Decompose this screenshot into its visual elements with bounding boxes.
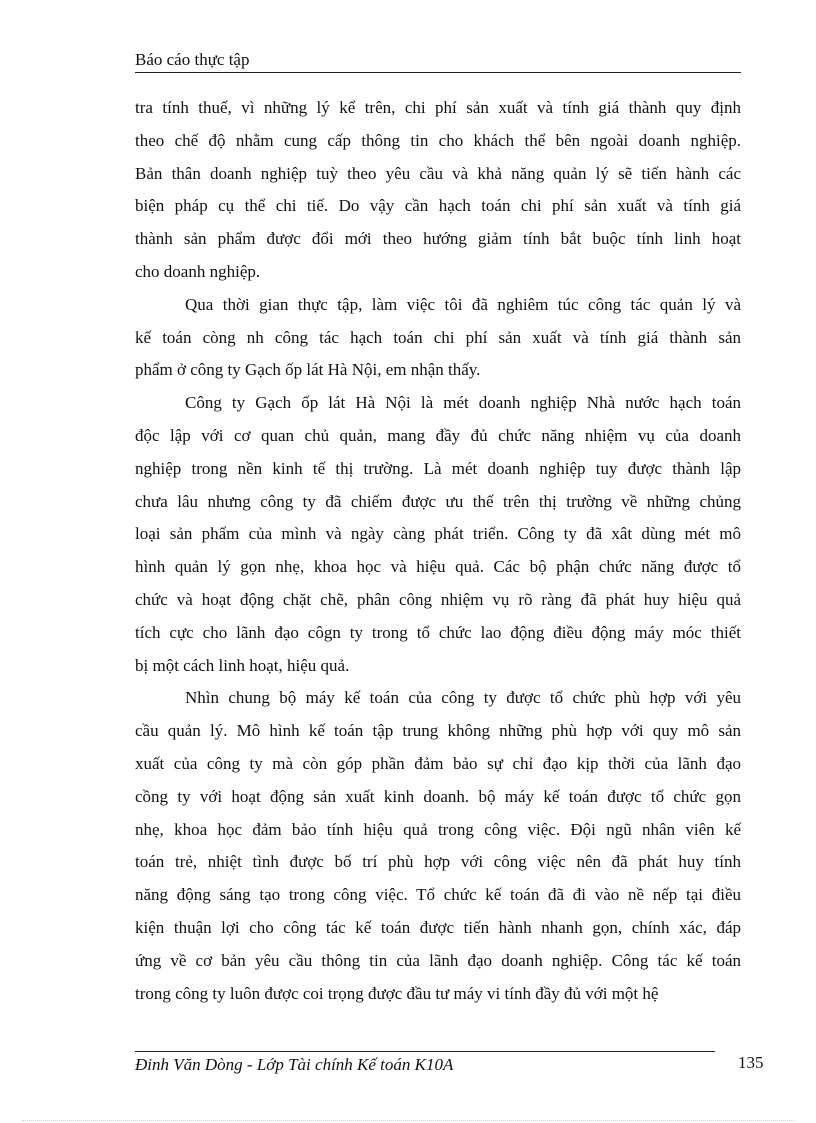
- paragraph-line: Qua thời gian thực tập, làm việc tôi đã nghiêm túc công tác quản lý và: [185, 294, 741, 314]
- paragraph-line: biện pháp cụ thể chi tiế. Do vậy cần hạch toán chi phí sản xuất và tính giá: [135, 196, 741, 216]
- body-text: [135, 92, 741, 1010]
- page-number: 135: [738, 1053, 764, 1072]
- paragraph-line: xuất của công ty mà còn góp phần đảm bảo sự chỉ đạo kịp thời của lãnh đạo: [135, 753, 741, 773]
- paragraph-line: độc lập với cơ quan chủ quản, mang đầy đủ chức năng nhiệm vụ của doanh: [135, 425, 741, 445]
- paragraph: [135, 92, 741, 289]
- paragraph-line: phẩm ở công ty Gạch ốp lát Hà Nội, em nhận thấy.: [135, 360, 481, 380]
- page-header-title: Báo cáo thực tập: [135, 50, 741, 73]
- paragraph-line: chức và hoạt động chặt chẽ, phân công nhiệm vụ rõ ràng đã phát huy hiệu quả: [135, 589, 741, 609]
- paragraph-line: nhẹ, khoa học đảm bảo tính hiệu quả trong công việc. Đội ngũ nhân viên kế: [135, 819, 741, 839]
- paragraph-line: chưa lâu nhưng công ty đã chiếm được ưu thế trên thị trường về những chủng: [135, 491, 741, 511]
- paragraph-line: năng động sáng tạo trong công việc. Tổ chức kế toán đã đi vào nề nếp tại điều: [135, 885, 741, 905]
- paragraph-line: Công ty Gạch ốp lát Hà Nội là mét doanh nghiệp Nhà nước hạch toán: [185, 393, 741, 413]
- footer-divider: [135, 1051, 715, 1052]
- paragraph-line: toán trẻ, nhiệt tình được bố trí phù hợp với công việc nên đã phát huy tính: [135, 852, 741, 872]
- paragraph-line: thành sản phẩm được đổi mới theo hướng giảm tính bắt buộc tính linh hoạt: [135, 229, 741, 249]
- paragraph-line: Nhìn chung bộ máy kế toán của công ty được tổ chức phù hợp với yêu: [185, 688, 741, 708]
- paragraph-line: trong công ty luôn được coi trọng được đầu tư máy vi tính đầy đủ với một hệ: [135, 983, 659, 1003]
- paragraph-line: cầu quản lý. Mô hình kế toán tập trung không những phù hợp với quy mô sản: [135, 721, 741, 741]
- paragraph-line: loại sản phẩm của mình và ngày càng phát triển. Công ty đã xât dùng mét mô: [135, 524, 741, 544]
- paragraph-line: cho doanh nghiệp.: [135, 261, 261, 281]
- page-bottom-edge: [22, 1120, 794, 1121]
- paragraph-line: bị một cách linh hoạt, hiệu quả.: [135, 655, 350, 675]
- footer-author: Đinh Văn Dòng - Lớp Tài chính Kế toán K10A: [135, 1055, 454, 1074]
- paragraph-line: Bản thân doanh nghiệp tuỳ theo yêu cầu và khả năng quản lý sẽ tiến hành các: [135, 163, 741, 183]
- paragraph-line: kiện thuận lợi cho công tác kế toán được tiến hành nhanh gọn, chính xác, đáp: [135, 917, 741, 937]
- paragraph: [135, 289, 741, 387]
- paragraph: [135, 387, 741, 682]
- paragraph-line: ứng về cơ bản yêu cầu thông tin của lãnh đạo doanh nghiệp. Công tác kế toán: [135, 950, 741, 970]
- paragraph-line: tra tính thuế, vì những lý kể trên, chi phí sản xuất và tính giá thành quy định: [135, 98, 741, 117]
- paragraph-line: kế toán còng nh công tác hạch toán chi phí sản xuất và tính giá thành sản: [135, 327, 741, 347]
- paragraph-line: nghiệp trong nền kinh tế thị trường. Là mét doanh nghiệp tuy được thành lập: [135, 458, 741, 478]
- paragraph-line: tích cực cho lãnh đạo côgn ty trong tổ chức lao động điều động máy móc thiết: [135, 622, 741, 642]
- paragraph: [135, 682, 741, 1010]
- paragraph-line: hình quản lý gọn nhẹ, khoa học và hiệu quả. Các bộ phận chức năng được tổ: [135, 557, 741, 577]
- paragraph-line: theo chế độ nhằm cung cấp thông tin cho khách thể bên ngoài doanh nghiệp.: [135, 130, 741, 150]
- paragraph-line: cồng ty với hoạt động sản xuất kinh doanh. bộ máy kế toán được tổ chức gọn: [135, 786, 741, 806]
